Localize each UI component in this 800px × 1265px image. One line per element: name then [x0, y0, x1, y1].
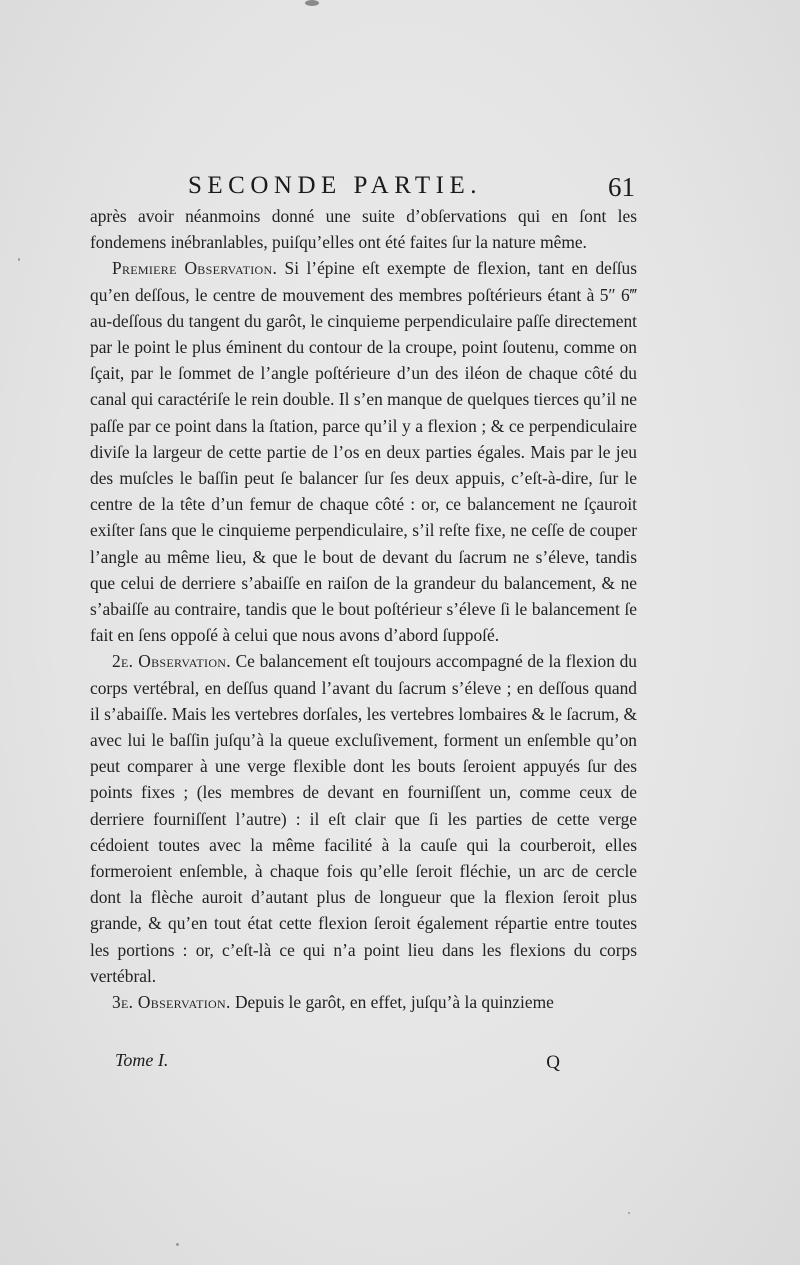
paragraph-premiere-observation [90, 255, 637, 648]
running-head: SECONDE PARTIE. [188, 172, 482, 199]
signature-mark: Q [546, 1052, 560, 1073]
paper-speck [176, 1243, 179, 1246]
page-header [90, 172, 635, 206]
paragraph-text: Si l’épine eſt exempte de flexion, tant en deſſus qu’en deſſous, le centre de mouvement des membres poſtérieurs étant à 5″ 6‴ au-deſſous du tangent du garôt, le cinquieme perpendiculaire paſſe directement par le point le plus éminent du contour de la croupe, point ſoutenu, comme on ſçait, par le ſommet de l’angle poſtérieure d’un des iléon de chaque côté du canal qui caractériſe le rein double. Il s’en manque de quelques tierces qu’il ne paſſe par ce point dans la ſtation, parce qu’il y a flexion ; & ce perpendiculaire diviſe la largeur de cette partie de l’os en deux parties égales. Mais par le jeu des muſcles le baſſin peut ſe balancer ſur ſes deux appuis, c’eſt-à-dire, ſur le centre de la tête d’un femur de chaque côté : or, ce balancement ne ſçauroit exiſter ſans que le cinquieme perpendiculaire, s’il reſte fixe, ne ceſſe de couper l’angle au même lieu, & que le bout de devant du ſacrum ne s’éleve, tandis que celui de derriere s’abaiſſe en raiſon de la grandeur du balancement, & ne s’abaiſſe au contraire, tandis que le bout poſtérieur s’éleve ſi le balancement ſe fait en ſens oppoſé à celui que nous avons d’abord ſuppoſé. [90, 258, 637, 646]
paragraph-text: après avoir néanmoins donné une suite d’obſervations qui en ſont les fondemens inébranlables, puiſqu’elles ont été faites ſur la nature même. [90, 206, 637, 253]
paragraph-second-observation [90, 648, 637, 989]
paragraph-text: Ce balancement eſt toujours accompagné de la flexion du corps vertébral, en deſſus quand l’avant du ſacrum s’éleve ; en deſſous quand il s’abaiſſe. Mais les vertebres dorſales, les vertebres lombaires & le ſacrum, & avec lui le baſſin juſqu’à la queue excluſivement, forment un enſemble qu’on peut comparer à une verge flexible dont les bouts ſeroient appuyés ſur des points fixes ; (les membres de devant en fourniſſent un, comme ceux de derriere fourniſſent l’autre) : il eſt clair que ſi les parties de cette verge cédoient toutes avec la même facilité à la cauſe qui la courberoit, elles formeroient enſemble, à chaque fois qu’elle ſeroit fléchie, un arc de cercle dont la flèche auroit d’autant plus de longueur que la flexion ſeroit plus grande, & qu’en tout état cette flexion ſeroit également répartie entre toutes les portions : or, c’eſt-là ce qui n’a point lieu dans les flexions du corps vertébral. [90, 651, 637, 986]
observation-heading: 3e. Observation. [112, 992, 231, 1013]
main-text [90, 203, 637, 1015]
paper-speck [628, 1212, 630, 1214]
paragraph-third-observation [90, 989, 637, 1015]
volume-label: Tome I. [115, 1050, 169, 1070]
observation-heading: Premiere Observation. [112, 258, 278, 279]
paragraph-continuation [90, 203, 637, 255]
paper-speck [305, 0, 319, 6]
paper-speck [18, 258, 20, 261]
page-number: 61 [608, 172, 635, 202]
observation-heading: 2e. Observation. [112, 651, 231, 672]
page-footer [115, 1050, 560, 1080]
paragraph-text: Depuis le garôt, en effet, juſqu’à la quinzieme [230, 992, 554, 1013]
